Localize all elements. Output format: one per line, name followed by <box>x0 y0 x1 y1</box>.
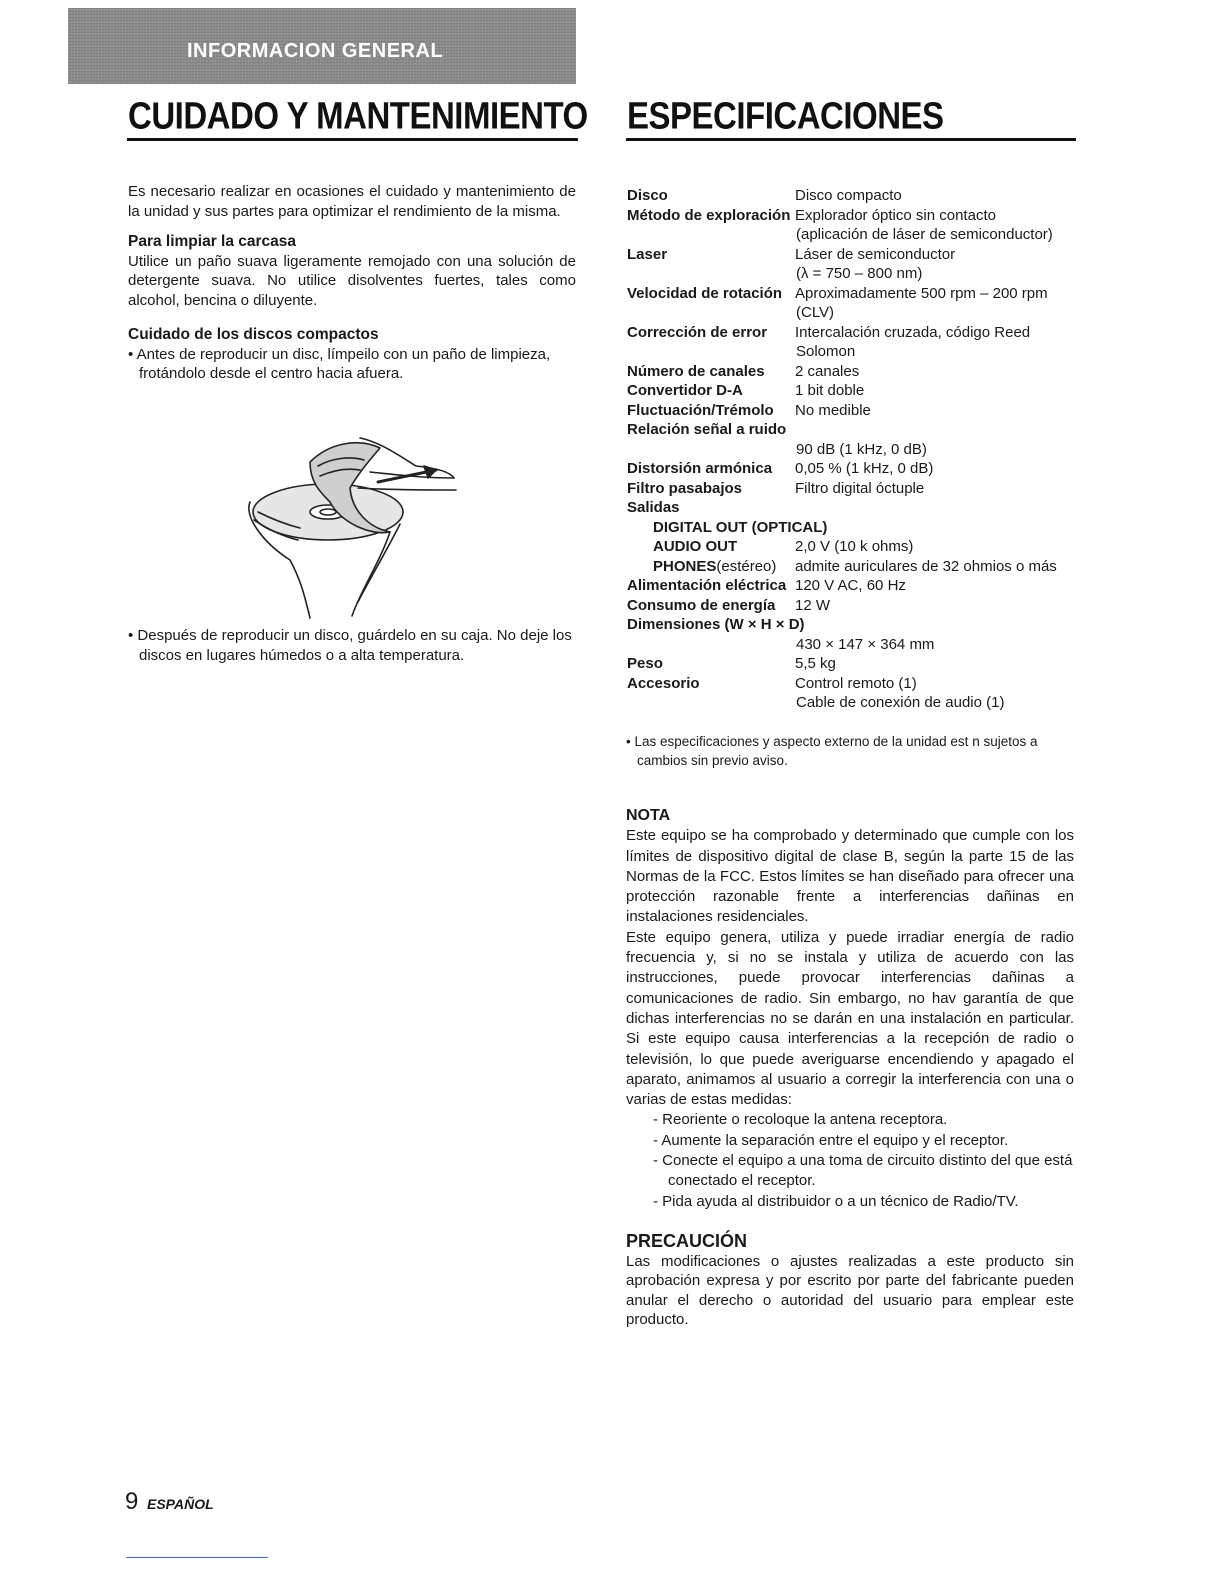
nota-measure-2: - Aumente la separación entre el equipo y el receptor. <box>653 1131 1009 1149</box>
spec-row <box>627 654 1077 674</box>
spec-key: Peso <box>627 655 663 672</box>
spec-key: Alimentación eléctrica <box>627 577 787 594</box>
spec-row <box>627 284 1077 304</box>
spec-key: Corrección de error <box>627 323 768 341</box>
nota-paragraph-1: Este equipo se ha comprobado y determinado que cumple con los límites de dispositivo digital de clase B, según la parte 15 de las Normas de la FCC. Estos límites se han diseñado para ofrecer una protección razonable frente a interferencias dañinas en instalaciones residenciales. <box>626 827 1074 926</box>
spec-value: 0,05 % (1 kHz, 0 dB) <box>795 460 934 477</box>
spec-row <box>627 596 1077 616</box>
spec-key: Relación señal a ruido <box>627 421 787 438</box>
disc-care-bullet-2: • Después de reproducir un disco, guárdelo en su caja. No deje los discos en lugares húmedos o a alta temperatura. <box>128 627 572 664</box>
spec-value-cont: (aplicación de láser de semiconductor) <box>796 226 1053 243</box>
spec-row <box>627 674 1077 694</box>
spec-key: Número de canales <box>627 362 765 380</box>
cleaning-heading: Para limpiar la carcasa <box>128 233 297 250</box>
nota-measure-4: - Pida ayuda al distribuidor o a un técnico de Radio/TV. <box>653 1192 1019 1210</box>
spec-row <box>627 479 1077 499</box>
spec-value: admite auriculares de 32 ohmios o más <box>795 557 1057 575</box>
disc-care-bullet-1: • Antes de reproducir un disc, límpeilo con un paño de limpieza, frotándolo desde el centro hacia afuera. <box>128 345 551 382</box>
spec-value-cont: (CLV) <box>796 304 835 321</box>
spec-value: 2 canales <box>795 362 860 380</box>
spec-note: • Las especificaciones y aspecto externo de la unidad est n sujetos a cambios sin previo aviso. <box>626 734 1038 768</box>
spec-value: 2,0 V (10 k ohms) <box>795 538 914 555</box>
spec-key: Consumo de energía <box>627 596 776 614</box>
spec-key: Salidas <box>627 499 680 516</box>
precaucion-text: Las modificaciones o ajustes realizadas a este producto sin aprobación expresa y por escrito por parte del fabricante pueden anular el derecho o autoridad del usuario para emplear este producto. <box>626 1252 1074 1328</box>
nota-paragraph-2: Este equipo genera, utiliza y puede irradiar energía de radio frecuencia y, si no se instala y utiliza de acuerdo con las instrucciones, puede provocar interferencias dañinas a comunicaciones de radio. Sin embargo, no hav garantía de que dichas interferencias no se darán en una instalación en particular. Si este equipo causa interferencias a la recepción de radio o televisión, lo que puede averiguarse encendiendo y apagado el aparato, animamos al usuario a corregir la interferencia con una o varias de estas medidas: <box>626 928 1074 1109</box>
care-section <box>128 182 576 384</box>
spec-value-cont: 430 × 147 × 364 mm <box>796 635 935 653</box>
precaucion-section <box>626 1232 1074 1330</box>
spec-value: 5,5 kg <box>795 655 836 672</box>
care-section-2 <box>128 626 576 665</box>
spec-value: No medible <box>795 401 871 419</box>
footer-language: ESPAÑOL <box>147 1496 214 1512</box>
spec-value: Control remoto (1) <box>795 674 917 692</box>
spec-key: Velocidad de rotación <box>627 284 783 302</box>
spec-key: Convertidor D-A <box>627 382 743 399</box>
spec-row <box>627 362 1077 382</box>
care-title-rule <box>127 138 578 141</box>
spec-row <box>627 459 1077 479</box>
banner-title: INFORMACION GENERAL <box>187 40 444 62</box>
spec-key: Distorsión armónica <box>627 460 773 477</box>
nota-heading: NOTA <box>626 807 671 824</box>
spec-value: Aproximadamente 500 rpm – 200 rpm <box>795 284 1048 302</box>
nota-measure-3: - Conecte el equipo a una toma de circuito distinto del que está conectado el receptor. <box>653 1152 1073 1190</box>
spec-value: Explorador óptico sin contacto <box>795 206 996 224</box>
spec-key <box>627 557 795 577</box>
specs-title-rule <box>626 138 1076 141</box>
spec-key-suffix: (estéreo) <box>716 557 777 575</box>
footer-rule <box>126 1557 268 1558</box>
spec-row <box>627 323 1077 343</box>
spec-key: Método de exploración <box>627 206 791 224</box>
spec-table <box>627 186 1077 713</box>
spec-value-cont: Cable de conexión de audio (1) <box>796 694 1005 711</box>
spec-value: 12 W <box>795 596 831 614</box>
spec-value: Filtro digital óctuple <box>795 479 925 497</box>
page-number: 9 <box>125 1488 139 1515</box>
spec-value: Láser de semiconductor <box>795 245 956 263</box>
spec-key: AUDIO OUT <box>653 538 738 555</box>
spec-key: Accesorio <box>627 674 700 692</box>
spec-value: 1 bit doble <box>795 382 865 399</box>
spec-value: 120 V AC, 60 Hz <box>795 577 906 594</box>
spec-row <box>627 245 1077 265</box>
spec-row <box>627 186 1077 206</box>
spec-value-cont: 90 dB (1 kHz, 0 dB) <box>796 440 927 458</box>
spec-value-cont: (λ = 750 – 800 nm) <box>796 265 923 282</box>
nota-measure-1: - Reoriente o recoloque la antena receptora. <box>653 1111 948 1129</box>
spec-key: Fluctuación/Trémolo <box>627 401 774 419</box>
spec-key: DIGITAL OUT (OPTICAL) <box>653 518 828 536</box>
spec-key-main: PHONES <box>653 557 717 575</box>
spec-key: Disco <box>627 187 668 204</box>
spec-row <box>627 206 1077 226</box>
spec-row <box>627 537 1077 557</box>
care-title: CUIDADO Y MANTENIMIENTO <box>128 94 588 137</box>
spec-key: Dimensiones (W × H × D) <box>627 616 805 633</box>
specs-title: ESPECIFICACIONES <box>627 94 944 137</box>
cleaning-text: Utilice un paño suava ligeramente remojado con una solución de detergente suava. No utilice disolventes fuertes, tales como alcohol, bencina o diluyente. <box>128 252 576 309</box>
precaucion-heading: PRECAUCIÓN <box>626 1231 748 1251</box>
spec-row <box>627 381 1077 401</box>
spec-key: Filtro pasabajos <box>627 479 743 497</box>
spec-row <box>627 557 1077 577</box>
spec-row <box>627 576 1077 596</box>
spec-value-cont: Solomon <box>796 343 856 360</box>
care-intro: Es necesario realizar en ocasiones el cuidado y mantenimiento de la unidad y sus partes para optimizar el rendimiento de la misma. <box>128 183 576 220</box>
spec-value: Disco compacto <box>795 187 902 204</box>
nota-section <box>626 806 1074 1212</box>
spec-note-block <box>626 732 1074 770</box>
disc-cleaning-illustration <box>240 432 460 622</box>
spec-key: Laser <box>627 245 668 263</box>
spec-value: Intercalación cruzada, código Reed <box>795 323 1031 341</box>
spec-row <box>627 401 1077 421</box>
disc-care-heading: Cuidado de los discos compactos <box>128 326 379 343</box>
